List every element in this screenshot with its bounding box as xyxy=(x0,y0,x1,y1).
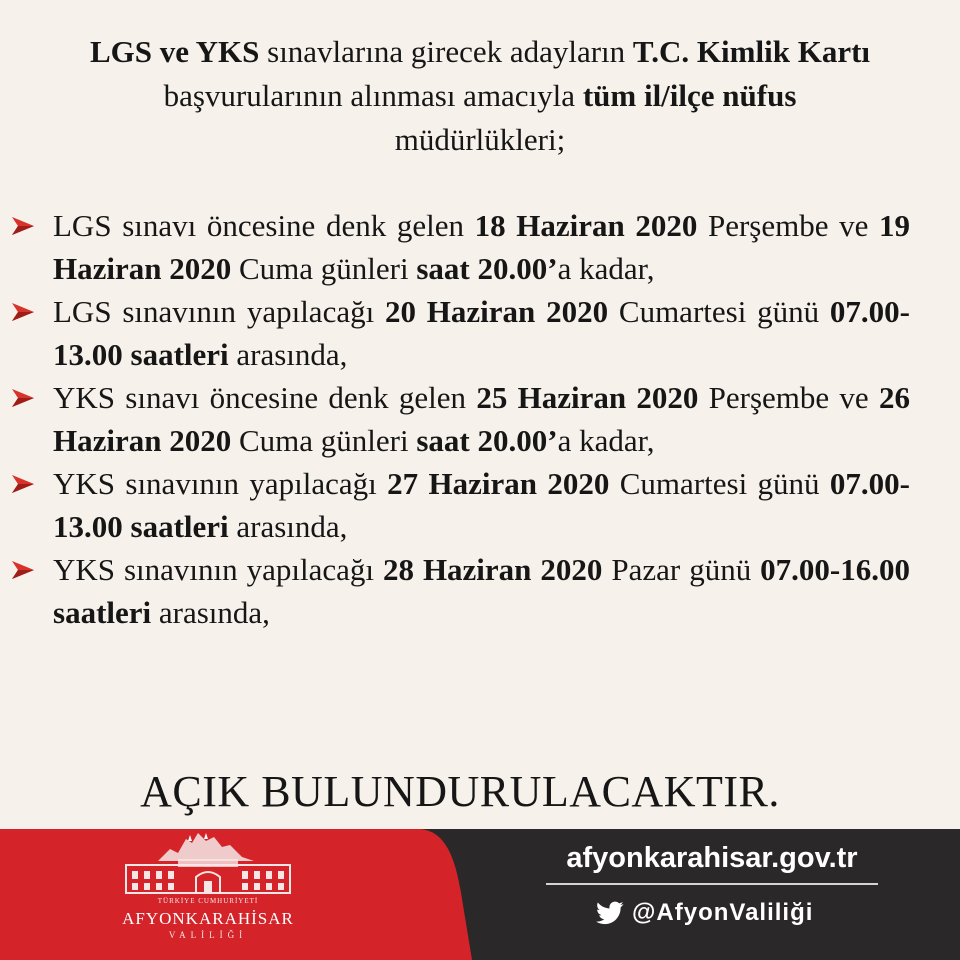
intro-id-card: T.C. Kimlik Kartı xyxy=(632,34,871,69)
item-time: saat 20.00’ xyxy=(416,423,558,458)
twitter-handle[interactable]: @AfyonValiliği xyxy=(632,899,814,926)
intro-paragraph xyxy=(0,30,960,162)
twitter-link[interactable] xyxy=(596,897,813,929)
arrow-bullet-icon xyxy=(10,301,36,323)
footer-divider xyxy=(546,883,878,885)
item-text: a kadar, xyxy=(557,423,655,458)
item-text: LGS sınavı öncesine denk gelen xyxy=(53,208,475,243)
item-text: a kadar, xyxy=(557,251,655,286)
castle-building-logo-icon xyxy=(118,831,298,897)
logo-city: AFYONKARAHİSAR xyxy=(122,909,294,928)
logo-country: TÜRKİYE CUMHURİYETİ xyxy=(157,897,259,905)
item-text: Perşembe ve xyxy=(698,380,879,415)
intro-text-1: sınavlarına girecek adayların xyxy=(259,34,633,69)
item-time: saat 20.00’ xyxy=(416,251,558,286)
item-time: 07.00-13.00 saatleri xyxy=(53,466,910,544)
item-text: arasında, xyxy=(151,595,270,630)
list-item xyxy=(0,290,960,376)
item-text: YKS sınavı öncesine denk gelen xyxy=(53,380,477,415)
item-text: Perşembe ve xyxy=(697,208,879,243)
intro-text-3: müdürlükleri; xyxy=(394,122,566,157)
item-text: Cumartesi günü xyxy=(609,466,830,501)
item-date: 27 Haziran 2020 xyxy=(387,466,610,501)
item-date: 18 Haziran 2020 xyxy=(474,208,698,243)
list-item xyxy=(0,204,960,290)
item-date: 28 Haziran 2020 xyxy=(382,552,603,587)
item-date: 19 Haziran 2020 xyxy=(53,208,910,286)
list-item xyxy=(0,376,960,462)
list-item xyxy=(0,548,960,634)
intro-text-2: başvurularının alınması amacıyla xyxy=(163,78,583,113)
arrow-bullet-icon xyxy=(10,473,36,495)
item-time: 07.00-13.00 saatleri xyxy=(53,294,910,372)
item-text: Cumartesi günü xyxy=(608,294,830,329)
arrow-bullet-icon xyxy=(10,559,36,581)
item-text: Pazar günü xyxy=(602,552,761,587)
twitter-bird-icon xyxy=(596,901,624,925)
logo-governorship: VALİLİĞİ xyxy=(168,930,248,940)
item-time: 07.00-16.00 saatleri xyxy=(53,552,910,630)
item-text: Cuma günleri xyxy=(231,423,417,458)
item-date: 25 Haziran 2020 xyxy=(476,380,699,415)
closing-statement: AÇIK BULUNDURULACAKTIR. xyxy=(140,767,780,816)
item-text: arasında, xyxy=(228,337,348,372)
website-link[interactable]: afyonkarahisar.gov.tr xyxy=(566,842,858,874)
item-text: arasında, xyxy=(228,509,348,544)
item-date: 26 Haziran 2020 xyxy=(53,380,910,458)
arrow-bullet-icon xyxy=(10,387,36,409)
item-text: YKS sınavının yapılacağı xyxy=(53,552,383,587)
schedule-list xyxy=(0,204,960,634)
item-text: YKS sınavının yapılacağı xyxy=(53,466,388,501)
item-text: Cuma günleri xyxy=(231,251,417,286)
item-date: 20 Haziran 2020 xyxy=(385,294,609,329)
list-item xyxy=(0,462,960,548)
intro-offices: tüm il/ilçe nüfus xyxy=(582,78,797,113)
governorship-logo xyxy=(118,831,298,959)
item-text: LGS sınavının yapılacağı xyxy=(53,294,385,329)
arrow-bullet-icon xyxy=(10,215,36,237)
intro-exams: LGS ve YKS xyxy=(89,34,260,69)
footer-banner xyxy=(0,829,960,960)
